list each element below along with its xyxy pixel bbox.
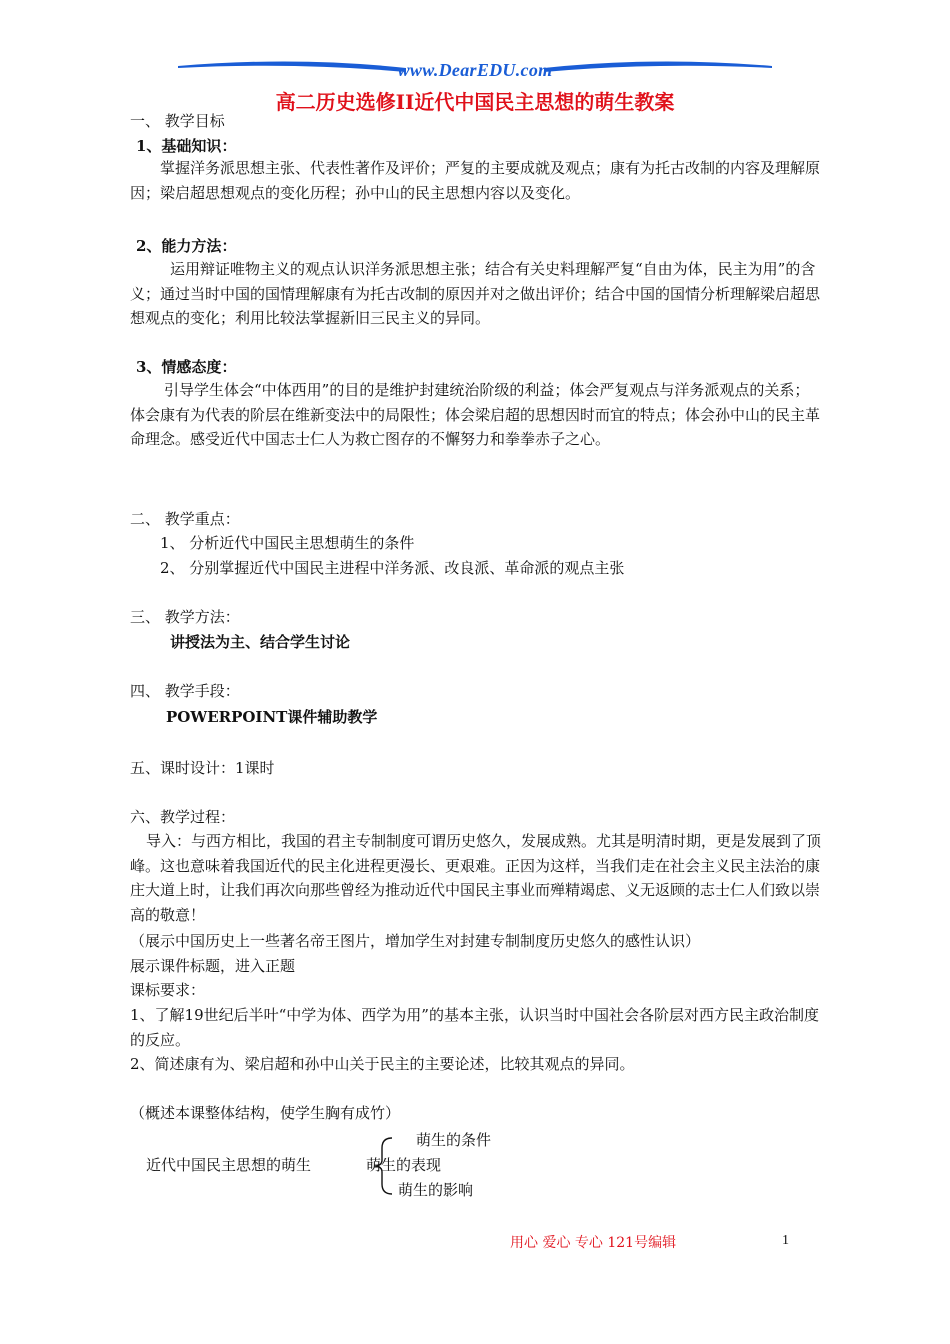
teaching-method: 讲授法为主、结合学生讨论 [170, 633, 351, 651]
note-courseware: 展示课件标题，进入正题 [130, 957, 296, 975]
page-number: 1 [782, 1233, 789, 1248]
lesson-intro: 导入：与西方相比，我国的君主专制制度可谓历史悠久，发展成熟。尤其是明清时期，更是发展到了顶峰。这也意味着我国近代的民主化进程更漫长、更艰难。正因为这样，当我们走在社会主义民主法治的康庄大道上时，让我们再次向那些曾经为推动近代中国民主事业而殚精竭虑、义无返顾的志士仁人们致以崇高的敬意！ [130, 832, 822, 924]
note-images: （展示中国历史上一些著名帝王图片，增加学生对封建专制制度历史悠久的感性认识） [130, 932, 701, 950]
site-url-logo[interactable]: www.DearEDU.com [397, 60, 553, 80]
section-1-sub2-heading: 2、能力方法： [136, 237, 237, 255]
teaching-means: POWERPOINT课件辅助教学 [166, 708, 378, 726]
focus-item-1: 1、 分析近代中国民主思想萌生的条件 [160, 534, 415, 552]
note-structure: （概述本课整体结构，使学生胸有成竹） [130, 1104, 401, 1122]
section-1-sub2-text: 运用辩证唯物主义的观点认识洋务派思想主张；结合有关史料理解严复“自由为体，民主为用”的含义；通过当时中国的国情理解康有为托古改制的原因并对之做出评价；结合中国的国情分析理解梁启超思想观点的变化；利用比较法掌握新旧三民主义的异同。 [130, 260, 821, 328]
section-1-sub3-text: 引导学生体会“中体西用”的目的是维护封建统治阶级的利益；体会严复观点与洋务派观点的关系；体会康有为代表的阶层在维新变法中的局限性；体会梁启超的思想因时而宜的特点；体会孙中山的民主革命理念。感受近代中国志士仁人为救亡图存的不懈努力和拳拳赤子之心。 [130, 381, 821, 449]
page-title: 高二历史选修II近代中国民主思想的萌生教案 [275, 90, 675, 114]
section-4-heading: 四、 教学手段： [130, 682, 240, 700]
footer-note: 用心 爱心 专心 121号编辑 [510, 1235, 677, 1251]
structure-branch-2: 萌生的表现 [366, 1156, 442, 1174]
section-2-heading: 二、 教学重点： [130, 510, 240, 528]
curriculum-req-2: 2、简述康有为、梁启超和孙中山关于民主的主要论述，比较其观点的异同。 [130, 1055, 635, 1073]
structure-root: 近代中国民主思想的萌生 [146, 1156, 312, 1174]
section-1-sub1-heading: 1、基础知识： [136, 137, 237, 155]
structure-branch-1: 萌生的条件 [416, 1131, 492, 1149]
section-6-heading: 六、教学过程： [130, 808, 236, 826]
section-3-heading: 三、 教学方法： [130, 608, 240, 626]
section-5-line: 五、课时设计：1课时 [130, 759, 275, 777]
section-1-sub1-text: 掌握洋务派思想主张、代表性著作及评价；严复的主要成就及观点；康有为托古改制的内容及理解原因；梁启超思想观点的变化历程；孙中山的民主思想内容以及变化。 [130, 159, 821, 202]
curriculum-req-1: 1、了解19世纪后半叶“中学为体、西学为用”的基本主张，认识当时中国社会各阶层对西方民主政治制度的反应。 [130, 1006, 819, 1049]
curriculum-heading: 课标要求： [130, 981, 206, 999]
section-1-sub3-heading: 3、情感态度： [136, 358, 237, 376]
section-1-heading: 一、 教学目标 [130, 112, 225, 130]
structure-branch-3: 萌生的影响 [398, 1181, 474, 1199]
focus-item-2: 2、 分别掌握近代中国民主进程中洋务派、改良派、革命派的观点主张 [160, 559, 625, 577]
